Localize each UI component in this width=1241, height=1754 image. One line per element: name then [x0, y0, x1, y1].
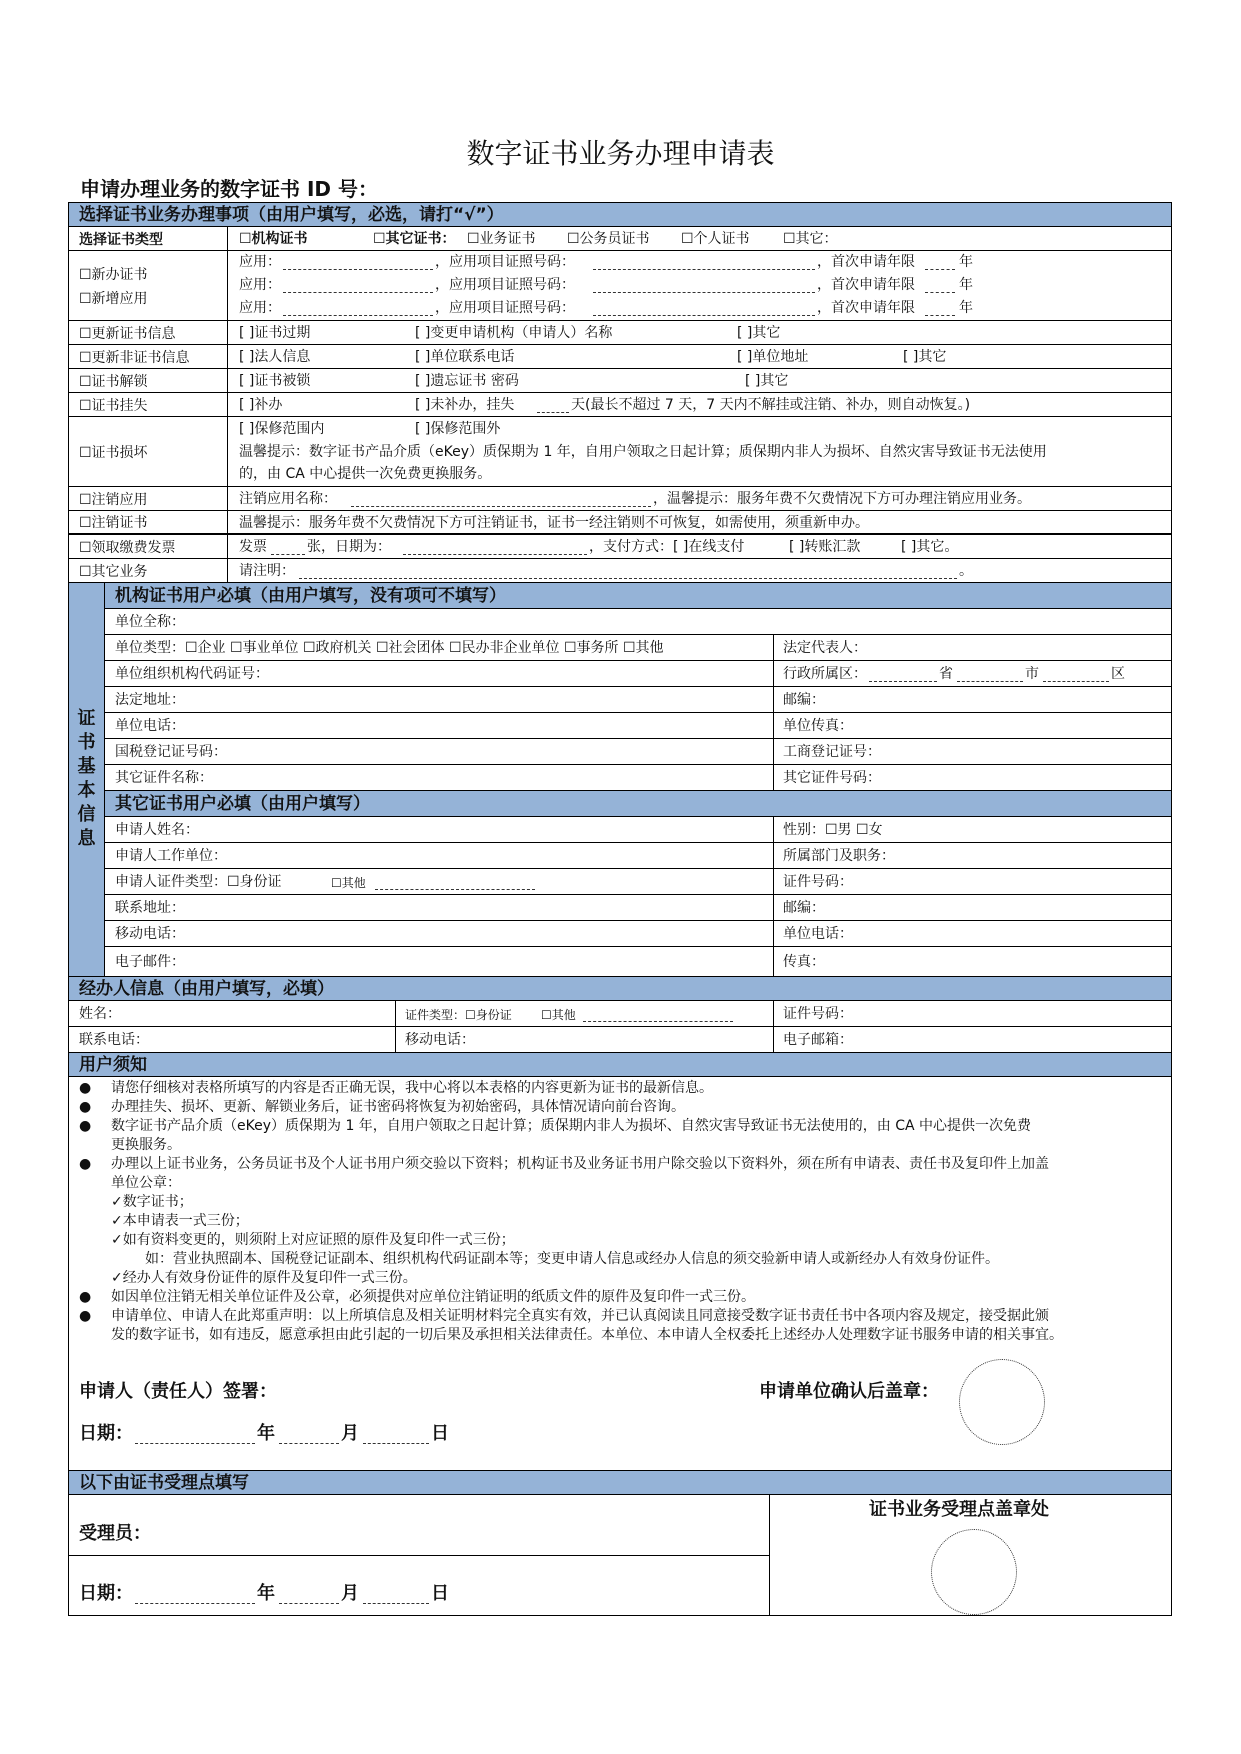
new-cert-checkbox[interactable]: ☐新办证书 — [79, 267, 148, 283]
cert-type-label: 选择证书类型 — [79, 231, 163, 248]
user-name-row — [105, 817, 1171, 843]
cert-type-row — [69, 227, 1171, 251]
agent-row-2 — [69, 1027, 1171, 1053]
office-year-label: 年 — [257, 1583, 275, 1604]
postcode-label: 邮编： — [783, 692, 825, 708]
option-forgot-password[interactable]: [ ]遗忘证书 密码 — [415, 373, 519, 389]
contact-address-label: 联系地址： — [115, 900, 185, 916]
unit-fax-label: 单位传真： — [783, 718, 853, 734]
notice-text: 申请单位、申请人在此郑重声明：以上所填信息及相关证明材料完全真实有效，并已认真阅读且同意接受数字证书责任书中各项内容及规定，接受据此颁 — [111, 1308, 1049, 1324]
notice-block — [69, 1077, 1171, 1471]
office-month-field[interactable] — [279, 1589, 339, 1604]
agent-mobile-label: 移动电话： — [405, 1032, 475, 1048]
notice-item: ● 办理挂失、损坏、更新、解锁业务后，证书密码将恢复为初始密码，具体情况请向前台咨询。 — [79, 1099, 685, 1115]
invoice-date-label: 张，日期为： — [307, 539, 391, 555]
district-field[interactable] — [1043, 667, 1109, 682]
app-code-label: ，应用项目证照号码： — [435, 300, 575, 316]
user-mobile-row — [105, 921, 1171, 947]
day-field[interactable] — [363, 1429, 429, 1444]
applicant-stamp-circle — [959, 1359, 1045, 1445]
new-apply-row — [69, 251, 1171, 321]
cert-id-line: 申请办理业务的数字证书 ID 号： — [80, 177, 378, 201]
region-label: 行政所属区： — [783, 666, 867, 682]
office-month-label: 月 — [341, 1583, 359, 1604]
payment-online[interactable]: ，支付方式：[ ]在线支付 — [589, 539, 745, 555]
warranty-tip-line1: 温馨提示：数字证书产品介质（eKey）质保期为 1 年，自用户领取之日起计算；质保期内非人为损坏、自然灾害导致证书无法使用 — [239, 444, 1047, 460]
notice-list — [79, 1079, 1161, 1345]
applicant-signature-label: 申请人（责任人）签署： — [79, 1381, 277, 1402]
first-year-field[interactable] — [925, 278, 955, 293]
inst-type-row — [105, 635, 1171, 661]
notice-header: 用户须知 — [69, 1053, 1171, 1077]
notice-item: ● 办理以上证书业务，公务员证书及个人证书用户须交验以下资料；机构证书及业务证书用户除交验以下资料外，须在所有申请表、责任书及复印件上加盖 单位公章： — [79, 1156, 1049, 1191]
option-rename[interactable]: [ ]变更申请机构（申请人）名称 — [415, 325, 613, 341]
office-day-field[interactable] — [363, 1589, 429, 1604]
side-char: 书 — [77, 732, 96, 753]
inst-org-row — [105, 661, 1171, 687]
unit-phone-label: 单位电话： — [783, 926, 853, 942]
tax-no-label: 国税登记证号码： — [115, 744, 227, 760]
payment-other[interactable]: [ ]其它。 — [901, 539, 959, 555]
year-label: 年 — [959, 254, 973, 270]
notice-text: 单位公章： — [111, 1175, 181, 1191]
option-legal[interactable]: [ ]法人信息 — [239, 349, 311, 365]
side-char: 证 — [77, 708, 96, 729]
id-other-field[interactable] — [375, 875, 535, 890]
side-char: 息 — [77, 828, 96, 849]
year-label: 年 — [959, 300, 973, 316]
side-char: 信 — [77, 804, 96, 825]
app-label: 应用： — [239, 300, 281, 316]
app-label: 应用： — [239, 254, 281, 270]
city-field[interactable] — [957, 667, 1023, 682]
option-address[interactable]: [ ]单位地址 — [737, 349, 809, 365]
app-label: 应用： — [239, 277, 281, 293]
date-label: 日期： — [79, 1423, 133, 1444]
cancel-cert-row — [69, 511, 1171, 535]
app-field[interactable] — [283, 278, 433, 293]
notice-item: ● 申请单位、申请人在此郑重声明：以上所填信息及相关证明材料完全真实有效，并已认真阅读且同意接受数字证书责任书中各项内容及规定，接受据此颁 发的数字证书，如有违反，愿意承担由此引起的一切后果及承担相关法律责任。本单位、本申请人全权委托上述经办人处理数字证书服务申请的相关事宜。 — [79, 1308, 1063, 1343]
user-email-row — [105, 947, 1171, 977]
option-phone[interactable]: [ ]单位联系电话 — [415, 349, 515, 365]
other-business-label: 请注明： — [239, 563, 295, 579]
applicant-name-label: 申请人姓名： — [115, 822, 199, 838]
invoice-checkbox[interactable]: ☐领取缴费发票 — [79, 539, 176, 556]
agent-phone-label: 联系电话： — [79, 1032, 149, 1048]
cancel-cert-tip: 温馨提示：服务年费不欠费情况下方可注销证书，证书一经注销则不可恢复，如需使用，须重新申办。 — [239, 515, 869, 531]
mobile-label: 移动电话： — [115, 926, 185, 942]
cancel-app-tip: ，温馨提示：服务年费不欠费情况下方可办理注销应用业务。 — [653, 491, 1031, 507]
update-cert-row — [69, 321, 1171, 345]
agent-id-other[interactable]: ☐其他 — [541, 1008, 576, 1022]
other-user-header: 其它证书用户必填（由用户填写） — [105, 791, 1171, 817]
month-label: 月 — [341, 1423, 359, 1444]
civil-cert-checkbox[interactable]: ☐公务员证书 — [567, 231, 650, 247]
invoice-date-field[interactable] — [403, 540, 587, 555]
other-business-field[interactable] — [299, 564, 957, 579]
city-label: 市 — [1025, 666, 1039, 682]
option-other[interactable]: [ ]其它 — [737, 325, 781, 341]
side-char: 基 — [77, 756, 96, 777]
update-cert-checkbox[interactable]: ☐更新证书信息 — [79, 325, 176, 342]
office-block — [69, 1495, 1171, 1615]
option-out-warranty[interactable]: [ ]保修范围外 — [415, 421, 501, 437]
biz-no-label: 工商登记证号： — [783, 744, 881, 760]
side-char: 本 — [77, 780, 96, 801]
option-other[interactable]: [ ]其它 — [903, 349, 947, 365]
institution-header: 机构证书用户必填（由用户填写，没有项可不填写） — [105, 583, 1171, 609]
update-noncert-checkbox[interactable]: ☐更新非证书信息 — [79, 349, 190, 366]
new-app-checkbox[interactable]: ☐新增应用 — [79, 291, 148, 307]
office-divider — [69, 1555, 769, 1556]
agent-id-no-label: 证件号码： — [783, 1006, 853, 1022]
cancel-app-name-label: 注销应用名称： — [239, 491, 337, 507]
app-code-label: ，应用项目证照号码： — [435, 254, 575, 270]
other-business-row — [69, 559, 1171, 583]
invoice-label: 发票 — [239, 539, 267, 555]
other-type-checkbox[interactable]: ☐其它： — [783, 231, 838, 247]
user-id-row — [105, 869, 1171, 895]
id-type-checkbox[interactable]: 申请人证件类型：☐身份证 — [115, 874, 282, 890]
app-field[interactable] — [283, 255, 433, 270]
invoice-row — [69, 535, 1171, 559]
notice-text: 办理挂失、损坏、更新、解锁业务后，证书密码将恢复为初始密码，具体情况请向前台咨询。 — [111, 1099, 685, 1115]
update-noncert-row — [69, 345, 1171, 369]
office-date-label: 日期： — [79, 1583, 133, 1604]
other-business-checkbox[interactable]: ☐其它业务 — [79, 563, 148, 580]
year-label: 年 — [959, 277, 973, 293]
app-code-field[interactable] — [593, 255, 815, 270]
checklist-item: ✓如有资料变更的，则须附上对应证照的原件及复印件一式三份； — [111, 1232, 515, 1248]
notice-text: 发的数字证书，如有违反，愿意承担由此引起的一切后果及承担相关法律责任。本单位、本申请人全权委托上述经办人处理数字证书服务申请的相关事宜。 — [111, 1327, 1063, 1343]
year-field[interactable] — [135, 1429, 255, 1444]
office-stamp-circle — [931, 1529, 1017, 1615]
unlock-checkbox[interactable]: ☐证书解锁 — [79, 373, 148, 390]
notice-text: 办理以上证书业务，公务员证书及个人证书用户须交验以下资料；机构证书及业务证书用户除交验以下资料外，须在所有申请表、责任书及复印件上加盖 — [111, 1156, 1049, 1172]
agent-id-type[interactable]: 证件类型：☐身份证 — [405, 1008, 512, 1022]
office-year-field[interactable] — [135, 1589, 255, 1604]
side-label-column — [69, 583, 105, 977]
office-stamp-label: 证书业务受理点盖章处 — [869, 1499, 1049, 1520]
option-other[interactable]: [ ]其它 — [745, 373, 789, 389]
lost-checkbox[interactable]: ☐证书挂失 — [79, 397, 148, 414]
personal-cert-checkbox[interactable]: ☐个人证书 — [681, 231, 750, 247]
checklist-item: ✓本申请表一式三份； — [111, 1213, 249, 1229]
checklist-subitem: 如：营业执照副本、国税登记证副本、组织机构代码证副本等；变更申请人信息或经办人信息的须交验新申请人或新经办人有效身份证件。 — [145, 1251, 999, 1267]
app-code-field[interactable] — [593, 278, 815, 293]
province-field[interactable] — [869, 667, 937, 682]
fax-label: 传真： — [783, 954, 825, 970]
notice-item: ● 数字证书产品介质（eKey）质保期为 1 年，自用户领取之日起计算；质保期内非人为损坏、自然灾害导致证书无法使用的，由 CA 中心提供一次免费 更换服务。 — [79, 1118, 1032, 1153]
province-label: 省 — [939, 666, 953, 682]
option-in-warranty[interactable]: [ ]保修范围内 — [239, 421, 325, 437]
first-year-label: ，首次申请年限 — [817, 277, 915, 293]
inst-phone-row — [105, 713, 1171, 739]
payment-transfer[interactable]: [ ]转账汇款 — [789, 539, 861, 555]
inst-other-row — [105, 765, 1171, 791]
invoice-count-field[interactable] — [271, 540, 305, 555]
org-code-label: 单位组织机构代码证号： — [115, 666, 269, 682]
month-field[interactable] — [279, 1429, 339, 1444]
option-reissue[interactable]: [ ]补办 — [239, 397, 283, 413]
email-label: 电子邮件： — [115, 954, 185, 970]
notice-item: ● 请您仔细核对表格所填写的内容是否正确无误，我中心将以本表格的内容更新为证书的最新信息。 — [79, 1080, 713, 1096]
agent-name-label: 姓名： — [79, 1006, 121, 1022]
option-expired[interactable]: [ ]证书过期 — [239, 325, 311, 341]
checklist-item: ✓数字证书； — [111, 1194, 193, 1210]
other-cert-no-label: 其它证件号码： — [783, 770, 881, 786]
employer-label: 申请人工作单位： — [115, 848, 227, 864]
cancel-app-name-field[interactable] — [351, 492, 651, 507]
address-label: 法定地址： — [115, 692, 185, 708]
inst-unit-type[interactable]: 单位类型：☐企业 ☐事业单位 ☐政府机关 ☐社会团体 ☐民办非企业单位 ☐事务所 ☐其他 — [115, 640, 664, 656]
app-field[interactable] — [283, 301, 433, 316]
app-code-field[interactable] — [593, 301, 815, 316]
office-header: 以下由证书受理点填写 — [69, 1471, 1171, 1495]
day-label: 日 — [431, 1423, 449, 1444]
district-label: 区 — [1111, 666, 1125, 682]
business-cert-checkbox[interactable]: ☐业务证书 — [467, 231, 536, 247]
app-code-label: ，应用项目证照号码： — [435, 277, 575, 293]
other-business-end: 。 — [959, 563, 973, 579]
notice-text: 请您仔细核对表格所填写的内容是否正确无误，我中心将以本表格的内容更新为证书的最新信息。 — [111, 1080, 713, 1096]
cancel-app-checkbox[interactable]: ☐注销应用 — [79, 491, 148, 508]
unlock-row — [69, 369, 1171, 393]
unit-stamp-label: 申请单位确认后盖章： — [759, 1381, 939, 1402]
other-cert-name-label: 其它证件名称： — [115, 770, 213, 786]
legal-rep-label: 法定代表人： — [783, 640, 867, 656]
clerk-label: 受理员： — [79, 1523, 151, 1544]
id-other-checkbox[interactable]: ☐其他 — [331, 876, 366, 890]
inst-tax-row — [105, 739, 1171, 765]
id-no-label: 证件号码： — [783, 874, 853, 890]
page-title: 数字证书业务办理申请表 — [466, 137, 775, 170]
postcode-label: 邮编： — [783, 900, 825, 916]
lost-row — [69, 393, 1171, 417]
lost-note: 天(最长不超过 7 天，7 天内不解挂或注销、补办，则自动恢复。) — [571, 397, 971, 413]
agent-header: 经办人信息（由用户填写，必填） — [69, 977, 1171, 1001]
option-locked[interactable]: [ ]证书被锁 — [239, 373, 311, 389]
agent-id-other-field[interactable] — [583, 1007, 733, 1022]
damaged-row — [69, 417, 1171, 487]
cancel-cert-checkbox[interactable]: ☐注销证书 — [79, 515, 148, 531]
unit-phone-label: 单位电话： — [115, 718, 185, 734]
option-no-reissue[interactable]: [ ]未补办，挂失 — [415, 397, 515, 413]
office-day-label: 日 — [431, 1583, 449, 1604]
first-year-label: ，首次申请年限 — [817, 254, 915, 270]
warranty-tip-line2: 的，由 CA 中心提供一次免费更换服务。 — [239, 466, 492, 482]
other-cert-checkbox[interactable]: ☐其它证书： — [373, 231, 456, 247]
dept-label: 所属部门及职务： — [783, 848, 895, 864]
damaged-checkbox[interactable]: ☐证书损坏 — [79, 444, 148, 461]
checklist-item: ✓经办人有效身份证件的原件及复印件一式三份。 — [111, 1270, 417, 1286]
inst-full-name-label: 单位全称： — [115, 614, 185, 630]
notice-text: 更换服务。 — [111, 1137, 181, 1153]
year-label: 年 — [257, 1423, 275, 1444]
notice-text: 数字证书产品介质（eKey）质保期为 1 年，自用户领取之日起计算；质保期内非人为损坏、自然灾害导致证书无法使用的，由 CA 中心提供一次免费 — [111, 1118, 1032, 1134]
side-label — [69, 707, 104, 851]
first-year-field[interactable] — [925, 255, 955, 270]
inst-address-row — [105, 687, 1171, 713]
notice-text: 如因单位注销无相关单位证件及公章，必须提供对应单位注销证明的纸质文件的原件及复印件一式三份。 — [111, 1289, 755, 1305]
section-business-header: 选择证书业务办理事项（由用户填写，必选，请打“√”） — [69, 203, 1171, 227]
user-address-row — [105, 895, 1171, 921]
days-field[interactable] — [537, 398, 569, 413]
notice-item: ● 如因单位注销无相关单位证件及公章，必须提供对应单位注销证明的纸质文件的原件及复印件一式三份。 — [79, 1289, 755, 1305]
form-table — [68, 202, 1172, 1616]
institution-cert-checkbox[interactable]: ☐机构证书 — [239, 231, 308, 247]
basic-info-block — [105, 583, 1171, 977]
gender-checkboxes[interactable]: 性别：☐男 ☐女 — [783, 822, 883, 838]
agent-email-label: 电子邮箱： — [783, 1032, 853, 1048]
first-year-field[interactable] — [925, 301, 955, 316]
user-employer-row — [105, 843, 1171, 869]
cancel-app-row — [69, 487, 1171, 511]
agent-row-1 — [69, 1001, 1171, 1027]
inst-name-row — [105, 609, 1171, 635]
first-year-label: ，首次申请年限 — [817, 300, 915, 316]
